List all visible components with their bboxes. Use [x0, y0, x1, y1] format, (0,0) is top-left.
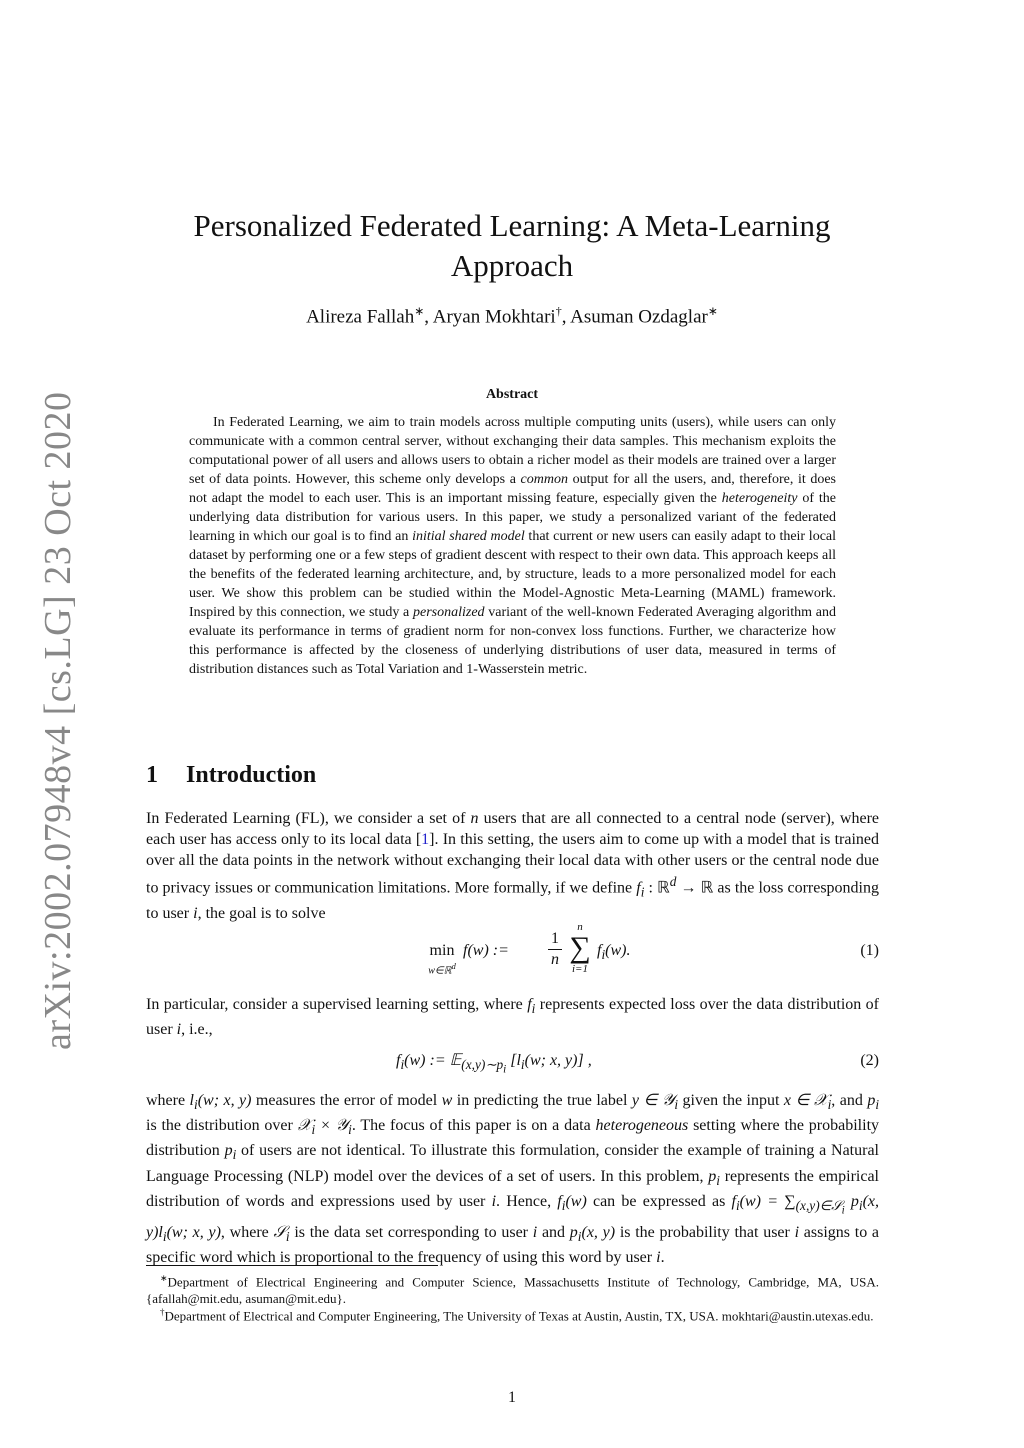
author-name: Aryan Mokhtari: [432, 306, 556, 328]
text: is the data set corresponding to user: [289, 1223, 533, 1241]
text: . The focus of this paper is on a data: [351, 1117, 596, 1135]
text: measures the error of model: [251, 1092, 442, 1109]
equation-lhs: [463, 942, 509, 960]
citation-link[interactable]: 1: [421, 831, 430, 848]
equation-number: (1): [860, 942, 879, 959]
math: y ∈ 𝒴: [631, 1092, 675, 1109]
text: of users are not identical. To illustrate this formulation, consider the example of training a Natural Language Processing (NLP) model over the devices of a set of users. In this problem,: [146, 1142, 880, 1185]
math: n: [470, 810, 479, 827]
footnote-text: Department of Electrical Engineering and Computer Science, Massachusetts Institute of Technology, Cambridge, MA, USA. {afallah@mit.edu, asuman@mit.edu}.: [146, 1274, 879, 1307]
footnote-1: [146, 1270, 879, 1307]
math: (w) = ∑: [739, 1192, 796, 1210]
math: (x, y)l: [146, 1192, 880, 1241]
text: In Federated Learning (FL), we consider a set of: [146, 810, 471, 827]
math-sub: i: [194, 1097, 198, 1113]
math-sub: i: [348, 1122, 352, 1138]
min-subscript: [421, 962, 463, 976]
math: w: [441, 1092, 453, 1109]
page-number: 1: [508, 1389, 516, 1406]
text: , the goal is to solve: [197, 904, 326, 922]
equation-2: [146, 1050, 879, 1074]
min-sub-text: w∈ℝ: [428, 965, 452, 977]
affiliation-mark: ∗: [414, 304, 425, 318]
section-heading: [146, 762, 316, 789]
text: of the underlying data distribution for various users. In this paper, we study a personalized variant of the federated learning in which our goal is to find an: [189, 491, 836, 544]
separator: ,: [561, 306, 571, 328]
section-title: Introduction: [186, 762, 317, 788]
text: represents expected loss over the data distribution of user: [146, 996, 880, 1039]
math-subsub: i: [503, 1063, 507, 1076]
math: f: [636, 879, 641, 897]
math-sub: i: [640, 884, 645, 900]
text: In particular, consider a supervised learning setting, where: [146, 996, 528, 1013]
author-name: Alireza Fallah: [306, 306, 415, 328]
math: (w) := 𝔼: [404, 1052, 462, 1069]
math: f: [557, 1192, 562, 1210]
text: . Hence,: [496, 1192, 558, 1210]
math-sub: i: [285, 1228, 290, 1244]
min-text: min: [429, 942, 455, 959]
math: i: [193, 904, 198, 922]
equation-body: [421, 921, 721, 978]
section-number: 1: [146, 762, 158, 788]
math: i: [176, 1021, 182, 1039]
math: f: [527, 996, 532, 1013]
numerator: 1: [551, 930, 559, 947]
paper-title: Personalized Federated Learning: A Meta-Learning Approach: [193, 208, 831, 283]
footnote-rule: [146, 1265, 438, 1266]
intro-paragraph-1: [146, 808, 879, 924]
math-sub: i: [716, 1172, 720, 1188]
text: setting where the probability distribution: [146, 1117, 880, 1160]
text: given the input: [678, 1092, 784, 1109]
emphasis: heterogeneity: [721, 491, 798, 506]
fraction-bar: [548, 949, 562, 950]
math: i: [491, 1192, 497, 1210]
intro-paragraph-2: [146, 994, 879, 1040]
math-sub: i: [162, 1228, 167, 1244]
math: (w; x, y): [197, 1092, 252, 1109]
text: as the loss corresponding to user: [146, 879, 880, 922]
text: , where: [220, 1223, 274, 1241]
math-sub: i: [858, 1197, 863, 1213]
text: In Federated Learning, we aim to train models across multiple computing units (users), while users can only communicate with a common central server, without exchanging their data samples. This mechanism exploits the computational power of all users and allows users to obtain a richer model as their models are trained over a larger set of data points. However, this scheme only develops a: [189, 415, 836, 487]
math: × 𝒴: [315, 1117, 349, 1135]
abstract-body: [189, 413, 836, 679]
math-sub: i: [311, 1122, 316, 1138]
math-sub: i: [531, 1001, 536, 1017]
lhs-text: f(w) :=: [463, 942, 509, 959]
equation-number: (2): [860, 1052, 879, 1069]
abstract-heading: Abstract: [485, 387, 539, 402]
math-sub: i: [674, 1097, 679, 1113]
affiliation-mark: †: [555, 304, 562, 318]
min-sub-sup: d: [451, 962, 456, 971]
rhs-tail: (w).: [605, 942, 631, 959]
math: x ∈ 𝒳: [783, 1092, 828, 1109]
rhs-text: f: [597, 942, 602, 959]
math: i: [532, 1223, 538, 1241]
math: 𝒮: [273, 1223, 286, 1241]
footnote-mark: †: [160, 1307, 165, 1317]
affiliation-mark: ∗: [707, 304, 718, 318]
math-sub: i: [561, 1197, 566, 1213]
intro-paragraph-3: [146, 1090, 879, 1268]
text: variant of the well-known Federated Averaging algorithm and evaluate its performance in terms of gradient norm for non-convex loss functions. Further, we characterize how this performance is affected by the closeness of underlying distributions of user data, measured in terms of distribution distances such as Total Variation and 1-Wasserstein metric.: [189, 605, 836, 677]
text: can be expressed as: [586, 1192, 732, 1210]
text: ]. In this setting, the users aim to come up with a model that is trained over all the data points in the network without exchanging their local data with other users or the central node due to privacy issues or communication limitations. More formally, if we define: [146, 831, 879, 897]
math-sub: i: [735, 1197, 740, 1213]
math: → ℝ: [676, 879, 714, 897]
text: is the probability that user: [615, 1223, 795, 1241]
math: (x, y): [581, 1223, 616, 1241]
emphasis: personalized: [412, 605, 485, 620]
text: users that are all connected to a central node (server), where each user has access only to its local data [: [146, 810, 880, 848]
summation: [567, 920, 593, 976]
math: f: [731, 1192, 736, 1210]
math: : ℝ: [644, 879, 670, 897]
math: [l: [506, 1052, 521, 1069]
sum-symbol: ∑: [569, 931, 591, 964]
arxiv-identifier: arXiv:2002.07948v4 [cs.LG] 23 Oct 2020: [37, 391, 79, 1050]
emphasis: initial shared model: [412, 529, 525, 544]
math-sub: i: [827, 1097, 832, 1113]
footnote-mark: ∗: [160, 1273, 168, 1283]
math: p: [844, 1192, 859, 1210]
text: , and: [831, 1092, 868, 1109]
math-sub: (x,y)∈𝒮: [795, 1197, 842, 1213]
math: p: [708, 1167, 717, 1185]
equation-rhs: [597, 942, 630, 963]
math-sub: i: [875, 1097, 880, 1113]
math: f: [396, 1052, 401, 1069]
equation-1: [146, 921, 879, 978]
author-list: [160, 304, 864, 328]
equation-body: [396, 1050, 592, 1076]
emphasis: common: [520, 472, 568, 487]
math: (w; x, y)] ,: [524, 1052, 592, 1069]
math: i: [794, 1223, 800, 1241]
text: in predicting the true label: [452, 1092, 632, 1109]
math-sub: i: [577, 1228, 582, 1244]
text: and: [537, 1223, 570, 1241]
math-sub: i: [400, 1057, 405, 1073]
math: i: [656, 1248, 661, 1266]
math: (w): [565, 1192, 587, 1210]
math: p: [569, 1223, 578, 1241]
footnote-2: [146, 1304, 879, 1324]
text: output for all the users, and, therefore, it does not adapt the model to each user. This is an important missing feature, especially given the: [189, 472, 836, 506]
separator: ,: [424, 306, 433, 328]
fraction: [548, 930, 562, 969]
math-sub: i: [232, 1147, 237, 1163]
math-sup: d: [669, 874, 677, 889]
text: .: [660, 1248, 665, 1266]
math: l: [189, 1092, 194, 1109]
math-subsub: i: [841, 1204, 845, 1217]
text: assigns to a specific word which is proportional to the frequency of using this word by user: [146, 1223, 880, 1266]
sum-lower: i=1: [572, 963, 588, 975]
text: that current or new users can easily adapt to their local dataset by performing one or a few steps of gradient descent with respect to their own data. This approach keeps all the benefits of the federated learning architecture, and, by structure, leads to a more personalized model for each user. We show this problem can be studied within the Model-Agnostic Meta-Learning (MAML) framework. Inspired by this connection, we study a: [189, 529, 837, 620]
sum-upper: n: [577, 921, 583, 933]
text: is the distribution over: [146, 1117, 298, 1135]
math: p: [867, 1092, 876, 1109]
math: p: [224, 1142, 233, 1160]
rhs-sub: i: [601, 947, 606, 963]
author-name: Asuman Ozdaglar: [570, 306, 708, 328]
math-sub: i: [520, 1057, 525, 1073]
emphasis: heterogeneous: [595, 1117, 689, 1135]
math: 𝒳: [297, 1117, 312, 1135]
math-sub: (x,y)∼p: [461, 1057, 504, 1073]
min-operator: [421, 942, 463, 977]
footnote-text: Department of Electrical and Computer Engineering, The University of Texas at Austin, Austin, TX, USA. mokhtari@austin.utexas.edu.: [164, 1308, 874, 1324]
denominator: n: [551, 951, 559, 968]
text: , i.e.,: [181, 1021, 213, 1039]
text: where: [146, 1092, 190, 1109]
text: represents the empirical distribution of words and expressions used by user: [146, 1167, 879, 1210]
math: (w; x, y): [166, 1223, 221, 1241]
